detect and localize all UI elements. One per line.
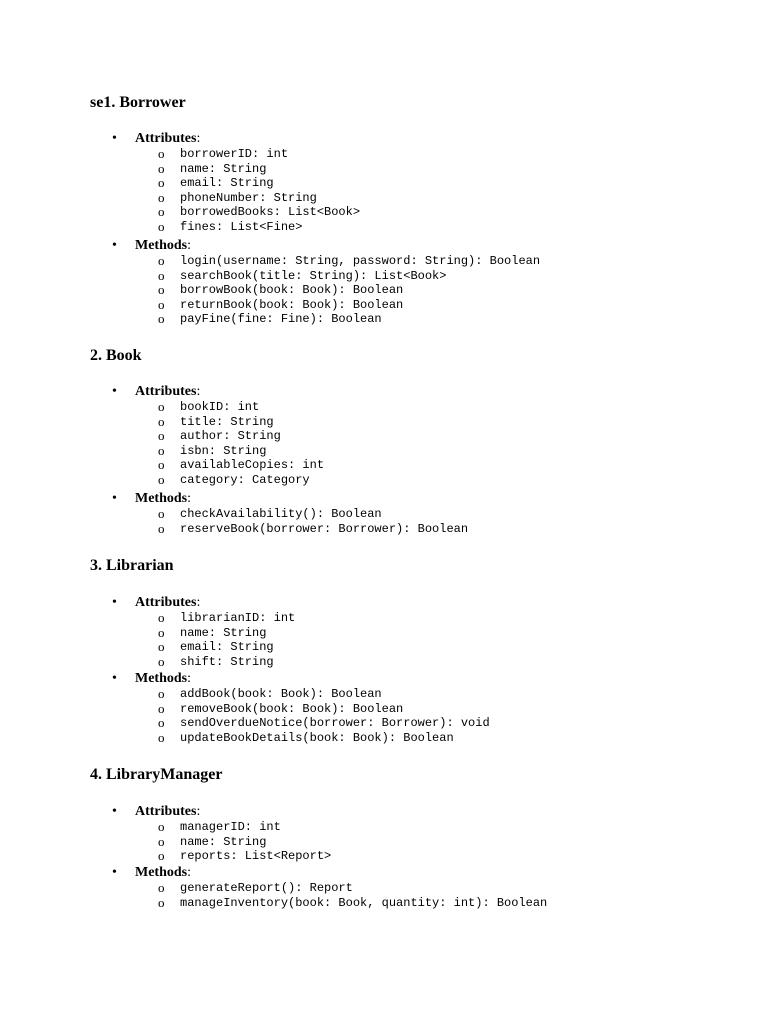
sub-bullet-icon: o — [158, 610, 165, 625]
sub-bullet-icon: o — [158, 880, 165, 895]
method-item — [90, 687, 730, 702]
method-item — [90, 269, 730, 284]
attribute-text: name: String — [180, 625, 267, 640]
section-title: 3. Librarian — [90, 557, 174, 574]
sub-bullet-icon: o — [158, 715, 165, 731]
attributes-list — [90, 611, 730, 669]
attribute-item — [90, 458, 730, 473]
sub-bullet-icon: o — [158, 471, 165, 487]
attributes-label: Attributes — [135, 384, 197, 399]
attribute-text: librarianID: int — [180, 611, 296, 625]
sub-bullet-icon: o — [158, 189, 165, 205]
attribute-text: borrowedBooks: List<Book> — [180, 205, 361, 220]
sub-bullet-icon: o — [158, 253, 165, 268]
section-title: 4. LibraryManager — [90, 766, 223, 783]
attribute-text: shift: String — [180, 654, 274, 669]
method-text: updateBookDetails(book: Book): Boolean — [180, 730, 454, 745]
sub-bullet-icon: o — [158, 146, 165, 161]
method-text: login(username: String, password: String): Boolean — [180, 254, 541, 268]
attribute-item — [90, 400, 730, 415]
methods-label-row — [90, 865, 730, 881]
attributes-list — [90, 147, 730, 235]
attribute-item — [90, 444, 730, 459]
attributes-label: Attributes — [135, 595, 197, 610]
label-colon: : — [196, 384, 201, 399]
method-item — [90, 731, 730, 746]
methods-label-row — [90, 491, 730, 507]
methods-group — [90, 238, 730, 327]
sub-bullet-icon: o — [158, 819, 165, 834]
attributes-label-row — [90, 131, 730, 147]
attribute-text: email: String — [180, 640, 274, 655]
attribute-item — [90, 849, 730, 864]
methods-group — [90, 491, 730, 536]
sub-bullet-icon: o — [158, 267, 165, 283]
bullet-icon: • — [112, 671, 117, 686]
bullet-icon: • — [112, 491, 117, 506]
sub-bullet-icon: o — [158, 848, 165, 864]
label-colon: : — [187, 238, 192, 253]
sub-bullet-icon: o — [158, 296, 165, 312]
section-title: se1. Borrower — [90, 94, 186, 111]
sub-bullet-icon: o — [158, 442, 165, 458]
class-section-book — [90, 346, 730, 536]
section-title: 2. Book — [90, 347, 142, 364]
attribute-item — [90, 205, 730, 220]
sub-bullet-icon: o — [158, 729, 165, 745]
attribute-text: isbn: String — [180, 443, 267, 458]
method-item — [90, 522, 730, 537]
sub-bullet-icon: o — [158, 639, 165, 655]
sub-bullet-icon: o — [158, 311, 165, 327]
attributes-group — [90, 595, 730, 669]
method-text: removeBook(book: Book): Boolean — [180, 701, 404, 716]
attribute-text: fines: List<Fine> — [180, 219, 303, 234]
method-text: borrowBook(book: Book): Boolean — [180, 283, 404, 298]
sub-bullet-icon: o — [158, 204, 165, 220]
methods-label-row — [90, 671, 730, 687]
sub-bullet-icon: o — [158, 399, 165, 414]
sub-bullet-icon: o — [158, 833, 165, 849]
method-item — [90, 283, 730, 298]
attribute-item — [90, 415, 730, 430]
class-section-librarian — [90, 556, 730, 745]
attribute-text: reports: List<Report> — [180, 849, 332, 864]
attribute-item — [90, 162, 730, 177]
method-item — [90, 312, 730, 327]
sub-bullet-icon: o — [158, 894, 165, 910]
attribute-item — [90, 820, 730, 835]
methods-label: Methods — [135, 491, 188, 506]
bullet-icon: • — [112, 131, 117, 146]
attributes-label-row — [90, 384, 730, 400]
attributes-group — [90, 384, 730, 488]
method-text: returnBook(book: Book): Boolean — [180, 297, 404, 312]
sub-bullet-icon: o — [158, 506, 165, 521]
attributes-label-row — [90, 595, 730, 611]
methods-list — [90, 687, 730, 745]
methods-label: Methods — [135, 238, 188, 253]
methods-label: Methods — [135, 865, 188, 880]
attribute-text: availableCopies: int — [180, 458, 325, 473]
sub-bullet-icon: o — [158, 160, 165, 176]
attribute-text: borrowerID: int — [180, 147, 289, 161]
label-colon: : — [196, 804, 201, 819]
class-section-library-manager — [90, 765, 730, 910]
attribute-item — [90, 835, 730, 850]
attributes-list — [90, 400, 730, 488]
attribute-item — [90, 147, 730, 162]
sub-bullet-icon: o — [158, 175, 165, 191]
method-text: addBook(book: Book): Boolean — [180, 687, 382, 701]
attribute-item — [90, 611, 730, 626]
sub-bullet-icon: o — [158, 700, 165, 716]
attribute-item — [90, 191, 730, 206]
sub-bullet-icon: o — [158, 282, 165, 298]
label-colon: : — [187, 671, 192, 686]
method-item — [90, 254, 730, 269]
class-section-borrower — [90, 93, 730, 327]
sub-bullet-icon: o — [158, 686, 165, 701]
methods-label-row — [90, 238, 730, 254]
method-item — [90, 716, 730, 731]
sub-bullet-icon: o — [158, 218, 165, 234]
attributes-label-row — [90, 804, 730, 820]
attributes-label: Attributes — [135, 131, 197, 146]
bullet-icon: • — [112, 804, 117, 819]
attribute-text: name: String — [180, 834, 267, 849]
method-text: payFine(fine: Fine): Boolean — [180, 312, 382, 327]
attribute-text: author: String — [180, 429, 281, 444]
label-colon: : — [187, 491, 192, 506]
attribute-item — [90, 429, 730, 444]
methods-group — [90, 865, 730, 910]
attribute-item — [90, 655, 730, 670]
methods-group — [90, 671, 730, 745]
methods-list — [90, 507, 730, 536]
label-colon: : — [196, 131, 201, 146]
methods-label: Methods — [135, 671, 188, 686]
attributes-group — [90, 131, 730, 235]
label-colon: : — [187, 865, 192, 880]
method-item — [90, 507, 730, 522]
bullet-icon: • — [112, 238, 117, 253]
method-item — [90, 896, 730, 911]
attribute-text: bookID: int — [180, 400, 260, 414]
attributes-label: Attributes — [135, 804, 197, 819]
attribute-item — [90, 176, 730, 191]
attribute-item — [90, 626, 730, 641]
attribute-text: managerID: int — [180, 820, 281, 834]
sub-bullet-icon: o — [158, 624, 165, 640]
method-item — [90, 881, 730, 896]
bullet-icon: • — [112, 865, 117, 880]
attribute-item — [90, 473, 730, 488]
sub-bullet-icon: o — [158, 428, 165, 444]
attributes-group — [90, 804, 730, 864]
label-colon: : — [196, 595, 201, 610]
sub-bullet-icon: o — [158, 413, 165, 429]
bullet-icon: • — [112, 384, 117, 399]
attribute-text: email: String — [180, 176, 274, 191]
attribute-text: name: String — [180, 161, 267, 176]
methods-list — [90, 881, 730, 910]
attribute-item — [90, 640, 730, 655]
attribute-text: phoneNumber: String — [180, 190, 317, 205]
attribute-text: title: String — [180, 414, 274, 429]
method-text: sendOverdueNotice(borrower: Borrower): void — [180, 716, 490, 731]
sub-bullet-icon: o — [158, 457, 165, 473]
method-text: checkAvailability(): Boolean — [180, 507, 382, 521]
sub-bullet-icon: o — [158, 520, 165, 536]
methods-list — [90, 254, 730, 327]
method-text: manageInventory(book: Book, quantity: int): Boolean — [180, 895, 548, 910]
method-item — [90, 298, 730, 313]
bullet-icon: • — [112, 595, 117, 610]
method-text: reserveBook(borrower: Borrower): Boolean — [180, 521, 469, 536]
method-text: searchBook(title: String): List<Book> — [180, 268, 447, 283]
method-item — [90, 702, 730, 717]
method-text: generateReport(): Report — [180, 881, 353, 895]
attribute-text: category: Category — [180, 472, 310, 487]
attributes-list — [90, 820, 730, 864]
sub-bullet-icon: o — [158, 653, 165, 669]
attribute-item — [90, 220, 730, 235]
